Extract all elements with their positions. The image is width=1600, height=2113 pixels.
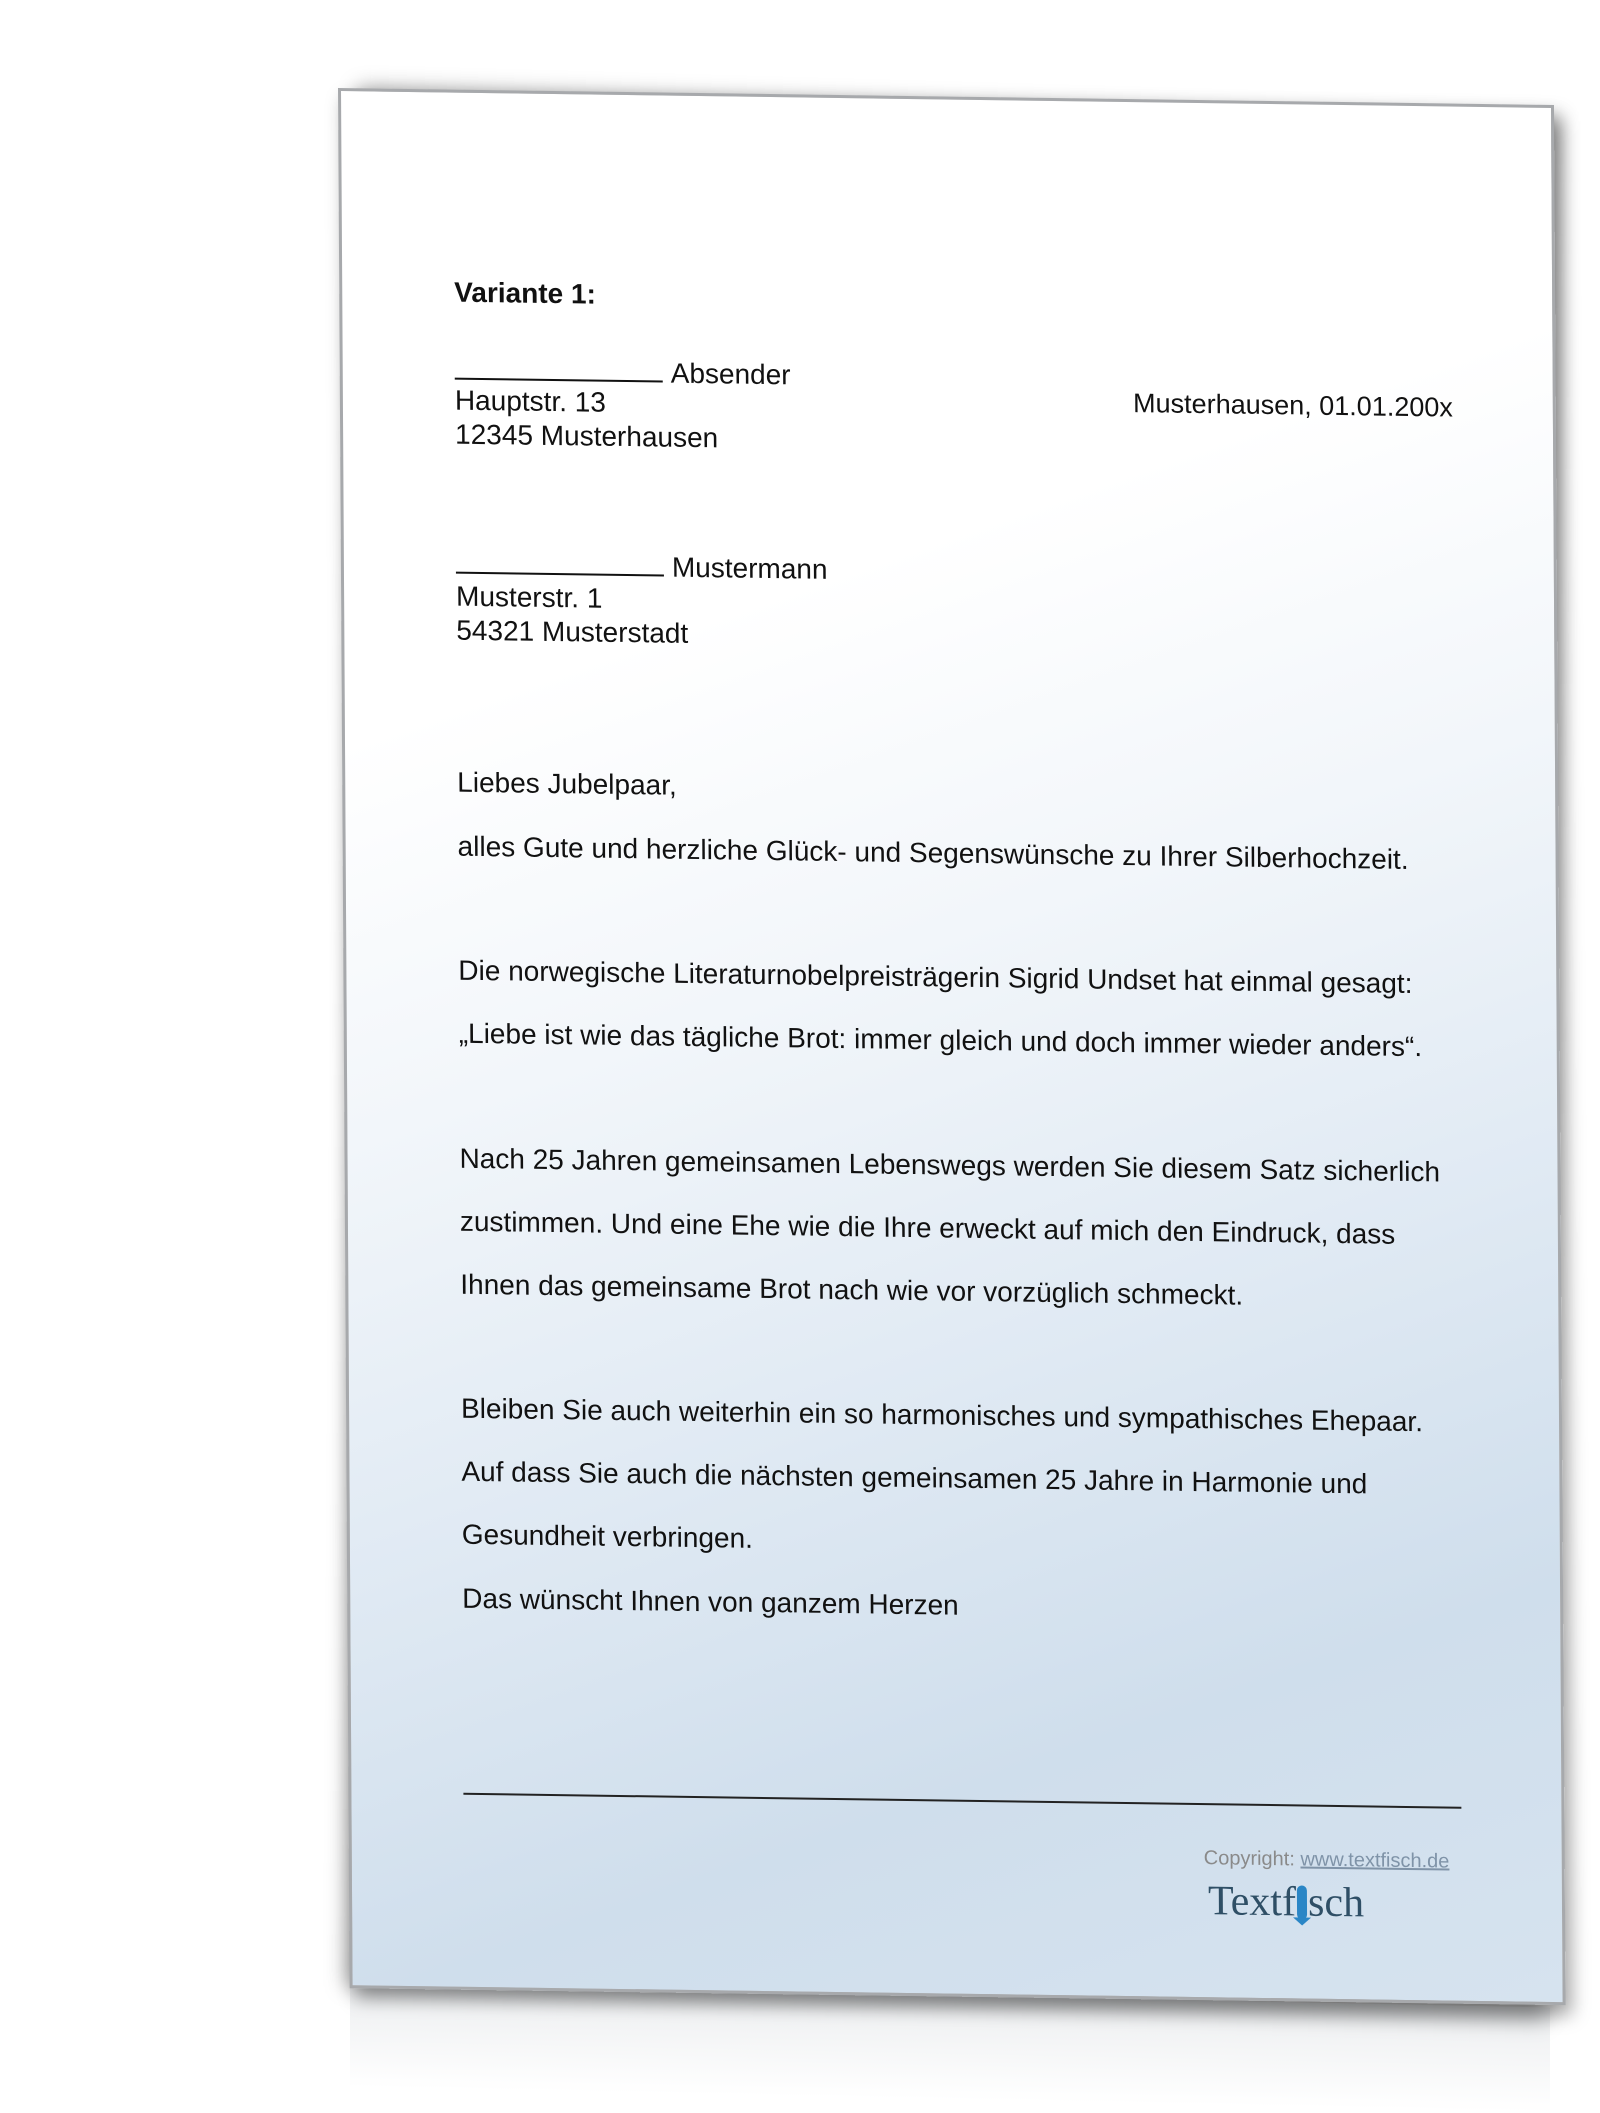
- sender-street: Hauptstr. 13: [454, 384, 606, 418]
- recipient-name: Mustermann: [671, 551, 828, 585]
- paragraph-5: Das wünscht Ihnen von ganzem Herzen: [462, 1582, 959, 1621]
- fish-icon: [1297, 1885, 1307, 1919]
- copyright-notice: [1204, 1847, 1450, 1873]
- logo-text-end: sch: [1307, 1879, 1365, 1927]
- textfisch-logo: [1208, 1877, 1364, 1927]
- paragraph-1: alles Gute und herzliche Glück- und Segenswünsche zu Ihrer Silberhochzeit.: [457, 830, 1409, 875]
- sender-city: 12345 Musterhausen: [455, 418, 719, 454]
- place-date: Musterhausen, 01.01.200x: [1133, 388, 1453, 423]
- logo-text-start: Textf: [1207, 1878, 1297, 1926]
- letter-content: [454, 276, 1464, 1927]
- variant-heading: Variante 1:: [454, 276, 596, 310]
- sender-name: Absender: [670, 357, 791, 391]
- signature-line: [463, 1793, 1461, 1809]
- paragraph-2: Die norwegische Literaturnobelpreisträgerin Sigrid Undset hat einmal gesagt: „Liebe ist wie das tägliche Brot: immer gleich und doch immer wieder anders“.: [458, 954, 1423, 1063]
- sender-blank-line: [455, 356, 663, 383]
- copyright-link[interactable]: www.textfisch.de: [1300, 1848, 1450, 1873]
- letter-page: [338, 88, 1566, 2005]
- salutation: Liebes Jubelpaar,: [457, 766, 677, 801]
- paragraph-4: Bleiben Sie auch weiterhin ein so harmonisches und sympathisches Ehepaar. Auf dass Sie auch die nächsten gemeinsamen 25 Jahre in Harmonie und Gesundheit verbringen.: [460, 1392, 1424, 1554]
- recipient-blank-line: [456, 550, 664, 577]
- recipient-street: Musterstr. 1: [455, 580, 603, 614]
- recipient-name-line: [456, 549, 828, 586]
- copyright-label: Copyright:: [1203, 1847, 1295, 1871]
- recipient-city: 54321 Musterstadt: [456, 614, 689, 649]
- paragraph-3: Nach 25 Jahren gemeinsamen Lebenswegs werden Sie diesem Satz sicherlich zustimmen. Und eine Ehe wie die Ihre erweckt auf mich den Eindruck, dass Ihnen das gemeinsame Brot nach wie vor vorzüglich schmeckt.: [459, 1142, 1441, 1311]
